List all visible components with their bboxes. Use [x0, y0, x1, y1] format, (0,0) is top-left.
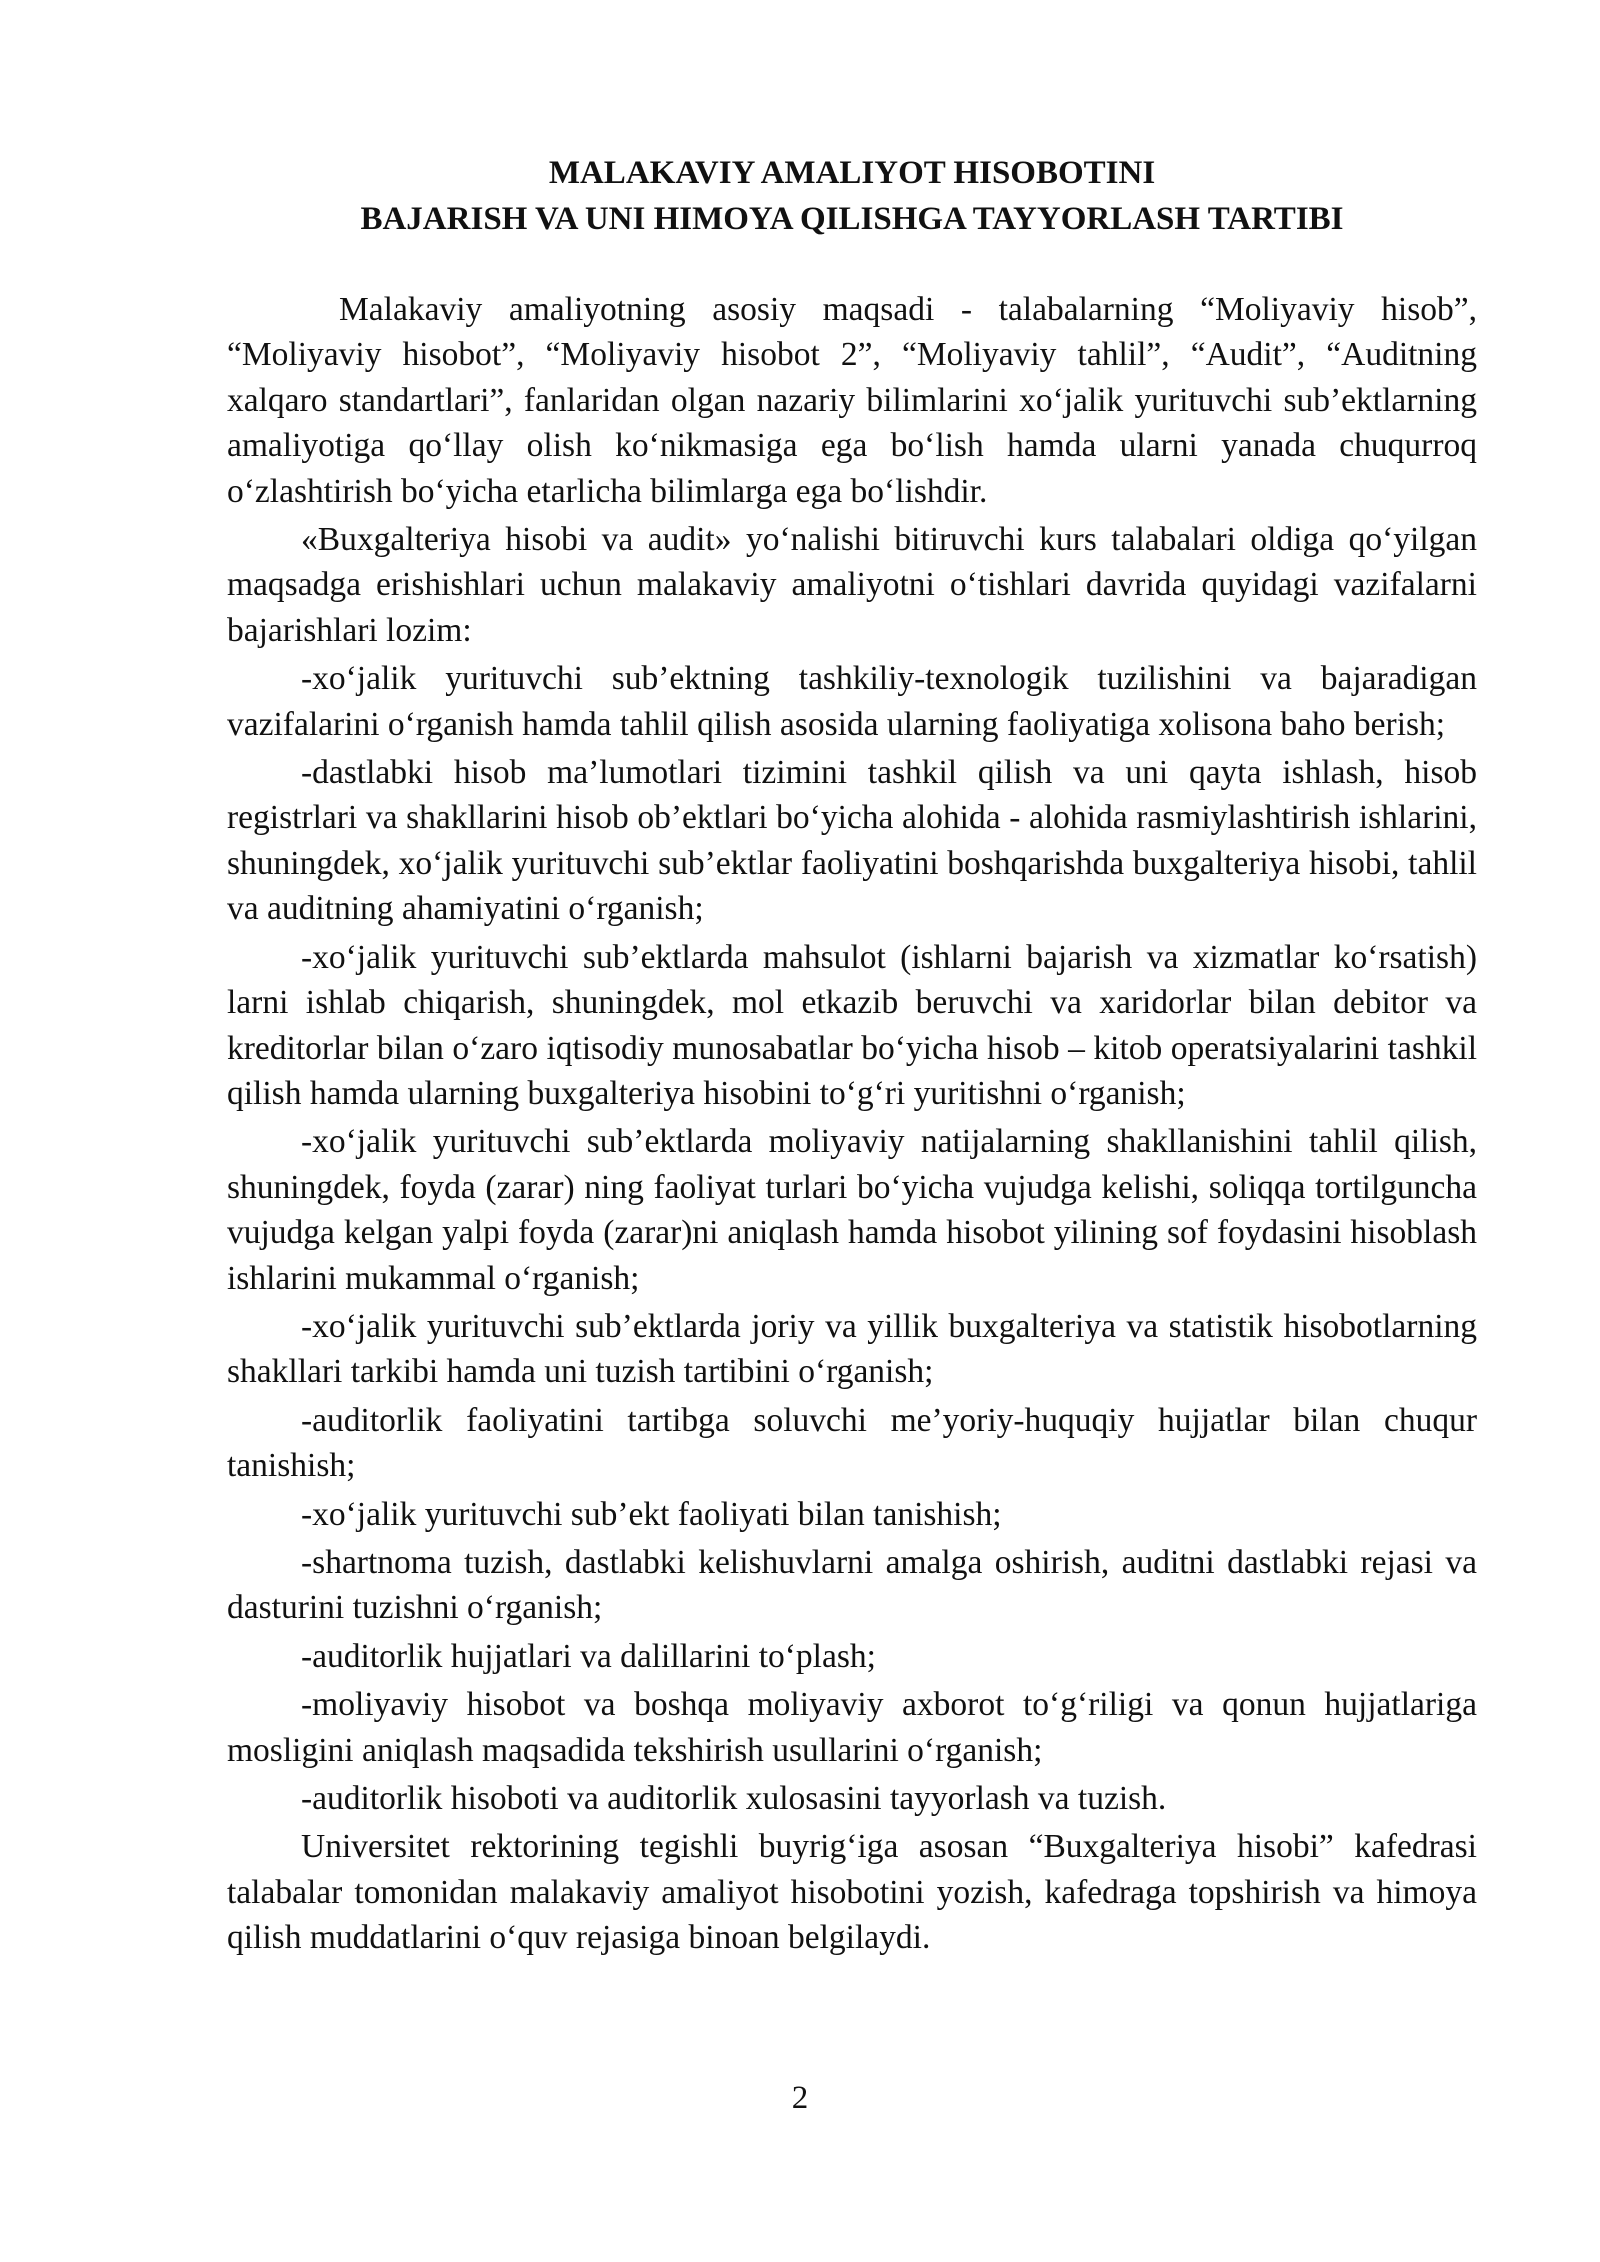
- paragraph-tasks-intro: «Buxgalteriya hisobi va audit» yo‘nalishi bitiruvchi kurs talabalari oldiga qo‘yilgan maqsadga erishishlari uchun malakaviy amaliyotni o‘tishlari davrida quyidagi vazifalarni bajarishlari lozim:: [227, 521, 1477, 649]
- list-item-task: -xo‘jalik yurituvchi sub’ektlarda joriy va yillik buxgalteriya va statistik hisobotlarning shakllari tarkibi hamda uni tuzish tartibini o‘rganish;: [227, 1307, 1477, 1391]
- list-item-task: -moliyaviy hisobot va boshqa moliyaviy axborot to‘g‘riligi va qonun hujjatlariga mosligini aniqlash maqsadida tekshirish usullarini o‘rganish;: [227, 1686, 1477, 1769]
- list-item-task: -xo‘jalik yurituvchi sub’ektning tashkiliy-texnologik tuzilishini va bajaradigan vazifalarini o‘rganish hamda tahlil qilish asosida ularning faoliyatiga xolisona baho berish;: [227, 660, 1477, 743]
- document-title: [227, 150, 1477, 242]
- title-line-2: BAJARISH VA UNI HIMOYA QILISHGA TAYYORLASH TARTIBI: [360, 201, 1344, 237]
- list-item-task: -xo‘jalik yurituvchi sub’ektlarda moliyaviy natijalarning shakllanishini tahlil qilish, shuningdek, foyda (zarar) ning faoliyat turlari bo‘yicha vujudga kelishi, soliqqa tortilguncha vujudga kelgan yalpi foyda (zarar)ni aniqlash hamda hisobot yilining sof foydasini hisoblash ishlarini mukammal o‘rganish;: [227, 1123, 1477, 1297]
- list-item-task: -xo‘jalik yurituvchi sub’ektlarda mahsulot (ishlarni bajarish va xizmatlar ko‘rsatish) larni ishlab chiqarish, shuningdek, mol etkazib beruvchi va xaridorlar bilan debitor va kreditorlar bilan o‘zaro iqtisodiy munosabatlar bo‘yicha hisob – kitob operatsiyalarini tashkil qilish hamda ularning buxgalteriya hisobini to‘g‘ri yuritishni o‘rganish;: [227, 938, 1477, 1112]
- paragraph-intro: Malakaviy amaliyotning asosiy maqsadi - talabalarning “Moliyaviy hisob”, “Moliyaviy hisobot”, “Moliyaviy hisobot 2”, “Moliyaviy tahlil”, “Audit”, “Auditning xalqaro standartlari”, fanlaridan olgan nazariy bilimlarini xo‘jalik yurituvchi sub’ektlarning amaliyotiga qo‘llay olish ko‘nikmasiga ega bo‘lish hamda ularni yanada chuqurroq o‘zlashtirish bo‘yicha etarlicha bilimlarga ega bo‘lishdir.: [227, 291, 1477, 510]
- list-item-task: -shartnoma tuzish, dastlabki kelishuvlarni amalga oshirish, auditni dastlabki rejasi va dasturini tuzishni o‘rganish;: [227, 1543, 1477, 1627]
- document-page: [227, 150, 1477, 1964]
- list-item-task: -auditorlik hisoboti va auditorlik xulosasini tayyorlash va tuzish.: [301, 1780, 1167, 1817]
- list-item-task: -dastlabki hisob ma’lumotlari tizimini tashkil qilish va uni qayta ishlash, hisob registrlari va shakllarini hisob ob’ektlari bo‘yicha alohida - alohida rasmiylashtirish ishlarini, shuningdek, xo‘jalik yurituvchi sub’ektlar faoliyatini boshqarishda buxgalteriya hisobi, tahlil va auditning ahamiyatini o‘rganish;: [227, 754, 1477, 928]
- list-item-task: -auditorlik hujjatlari va dalillarini to‘plash;: [301, 1637, 876, 1675]
- title-line-1: MALAKAVIY AMALIYOT HISOBOTINI: [548, 155, 1156, 191]
- paragraph-conclusion: Universitet rektorining tegishli buyrig‘iga asosan “Buxgalteriya hisobi” kafedrasi talabalar tomonidan malakaviy amaliyot hisobotini yozish, kafedraga topshirish va himoya qilish muddatlarini o‘quv rejasiga binoan belgilaydi.: [227, 1828, 1477, 1957]
- list-item-task: -xo‘jalik yurituvchi sub’ekt faoliyati bilan tanishish;: [301, 1495, 1002, 1533]
- list-item-task: -auditorlik faoliyatini tartibga soluvchi me’yoriy-huquqiy hujjatlar bilan chuqur tanishish;: [227, 1401, 1477, 1485]
- page-number: 2: [791, 2080, 809, 2116]
- document-body: [227, 287, 1477, 1961]
